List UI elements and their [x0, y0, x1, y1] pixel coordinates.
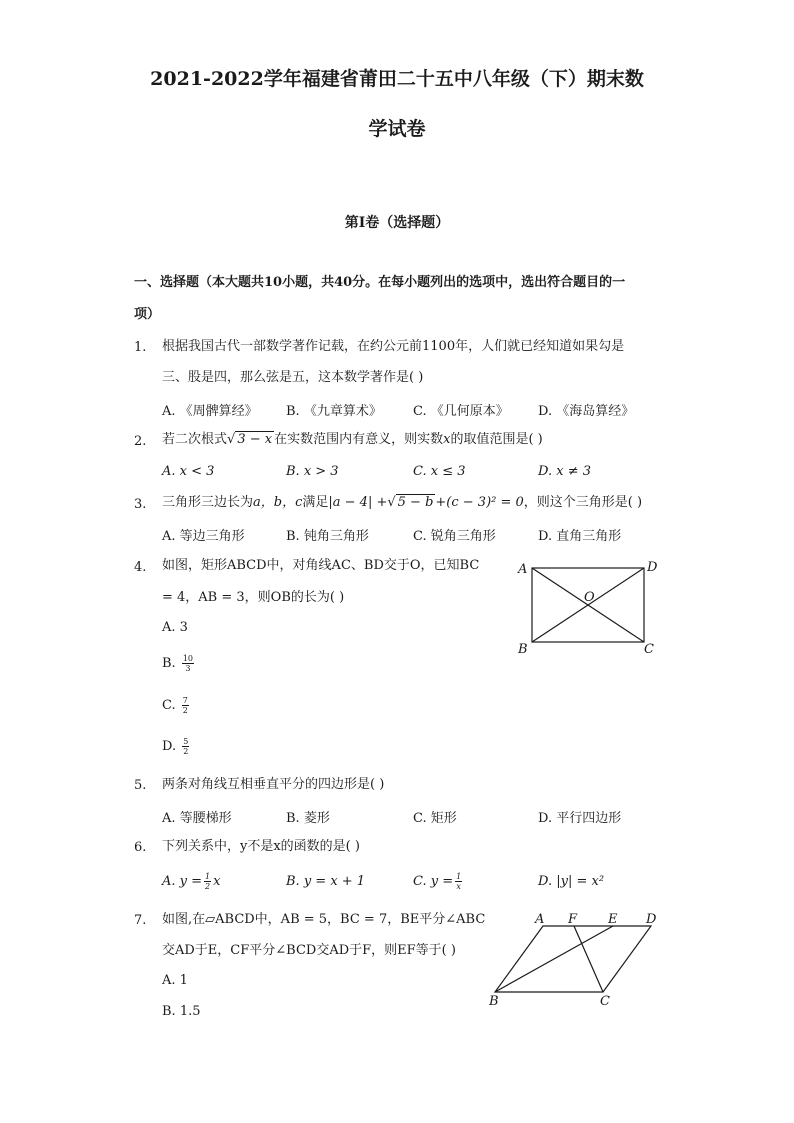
question-text: 根据我国古代一部数学著作记载，在约公元前1100年，人们就已经知道如果勾是	[162, 339, 625, 354]
denominator: 3	[185, 664, 191, 673]
option-c: C. x ≤ 3	[413, 464, 466, 479]
option-a: A. 1	[162, 973, 188, 988]
option-label: B.	[162, 656, 176, 671]
numerator: 10	[182, 654, 194, 663]
instructions-line1: 一、选择题（本大题共10小题，共40分。在每小题列出的选项中，选出符合题目的一	[134, 275, 626, 290]
radicand: 3 − x	[237, 432, 273, 447]
question-text: 两条对角线互相垂直平分的四边形是( )	[162, 777, 385, 792]
label-e: E	[608, 912, 618, 927]
question-number: 6.	[134, 840, 147, 855]
label-f: F	[568, 912, 578, 927]
question-number: 2.	[134, 434, 147, 449]
label-b: B	[489, 994, 499, 1009]
fraction	[182, 696, 189, 715]
option-b	[162, 654, 196, 673]
option-d: D. 平行四边形	[538, 811, 622, 826]
option-c: C. 锐角三角形	[413, 529, 496, 544]
label-a: A	[518, 562, 528, 577]
question-text: 下列关系中，y不是x的函数的是( )	[162, 839, 360, 854]
option-a: A. 等腰梯形	[162, 811, 232, 826]
label-d: D	[646, 912, 657, 927]
text-segment: 若二次根式	[162, 432, 228, 447]
variable: x	[443, 432, 451, 447]
fraction	[182, 737, 189, 756]
question-text	[162, 431, 543, 449]
option-d: D. 《海岛算经》	[538, 404, 635, 419]
parallelogram-figure	[484, 905, 668, 1013]
fraction	[455, 872, 462, 891]
expression: |a − 4| +	[328, 495, 388, 510]
option-a: A. 《周髀算经》	[162, 404, 258, 419]
option-label: D.	[162, 739, 177, 754]
expression: +(c − 3)² = 0	[435, 495, 524, 510]
rectangle-figure	[510, 555, 670, 660]
text-segment: ，则这个三角形是( )	[523, 495, 643, 510]
option-a: A. x < 3	[162, 464, 215, 479]
question-number: 3.	[134, 497, 147, 512]
option-c: C. 矩形	[413, 811, 457, 826]
question-text: 如图,在▱ABCD中，AB = 5，BC = 7，BE平分∠ABC	[162, 912, 486, 927]
numerator: 5	[183, 737, 189, 746]
radical-sign: √	[387, 495, 396, 510]
option-c	[413, 872, 464, 891]
variables: a，b，c	[253, 495, 303, 510]
denominator: 2	[183, 747, 189, 756]
numerator: 1	[205, 872, 211, 881]
option-b: B. y = x + 1	[286, 874, 366, 889]
question-number: 5.	[134, 778, 147, 793]
question-number: 7.	[134, 913, 147, 928]
text-segment: 的取值范围是( )	[450, 432, 543, 447]
instructions-line2: 项）	[134, 307, 161, 322]
option-d: D. 直角三角形	[538, 529, 622, 544]
question-text	[162, 494, 642, 512]
label-o: O	[584, 590, 595, 605]
option-b: B. 《九章算术》	[286, 404, 382, 419]
radical-sign: √	[227, 432, 236, 447]
option-a: A. 3	[162, 620, 188, 635]
option-d: D. |y| = x²	[538, 874, 605, 889]
option-label: C. y =	[413, 874, 454, 889]
option-a	[162, 872, 220, 891]
document-title-line2: 学试卷	[368, 118, 426, 140]
option-a: A. 等边三角形	[162, 529, 245, 544]
option-b: B. x > 3	[286, 464, 339, 479]
question-text: = 4，AB = 3，则OB的长为( )	[162, 590, 345, 605]
denominator: x	[456, 882, 461, 891]
label-d: D	[647, 560, 658, 575]
label-b: B	[518, 642, 528, 657]
denominator: 2	[205, 882, 211, 891]
text-segment: 三角形三边长为	[162, 495, 254, 510]
question-text: 交AD于E，CF平分∠BCD交AD于F，则EF等于( )	[162, 943, 456, 958]
denominator: 2	[182, 706, 188, 715]
question-text: 三、股是四，那么弦是五，这本数学著作是( )	[162, 370, 424, 385]
option-d: D. x ≠ 3	[538, 464, 591, 479]
option-label: A. y =	[162, 874, 203, 889]
option-b: B. 1.5	[162, 1004, 201, 1019]
numerator: 7	[182, 696, 188, 705]
fraction	[182, 654, 194, 673]
text-segment: 满足	[302, 495, 329, 510]
label-c: C	[644, 642, 654, 657]
document-title-line1: 2021-2022学年福建省莆田二十五中八年级（下）期末数	[150, 68, 644, 90]
label-c: C	[600, 994, 610, 1009]
bisector-cf	[574, 926, 603, 992]
parallelogram-abcd	[495, 926, 651, 992]
option-c	[162, 696, 191, 715]
text-segment: 在实数范围内有意义，则实数	[274, 432, 444, 447]
option-label: C.	[162, 698, 176, 713]
label-a: A	[535, 912, 545, 927]
option-d	[162, 737, 191, 756]
option-b: B. 菱形	[286, 811, 330, 826]
radicand: 5 − b	[397, 495, 434, 510]
option-c: C. 《几何原本》	[413, 404, 509, 419]
fraction	[204, 872, 211, 891]
question-text: 如图，矩形ABCD中，对角线AC、BD交于O，已知BC	[162, 558, 480, 573]
variable: x	[213, 874, 221, 889]
option-b: B. 钝角三角形	[286, 529, 369, 544]
bisector-be	[495, 926, 613, 992]
numerator: 1	[456, 872, 462, 881]
question-number: 4.	[134, 560, 147, 575]
section-title: 第I卷（选择题）	[344, 215, 450, 231]
question-number: 1.	[134, 340, 147, 355]
